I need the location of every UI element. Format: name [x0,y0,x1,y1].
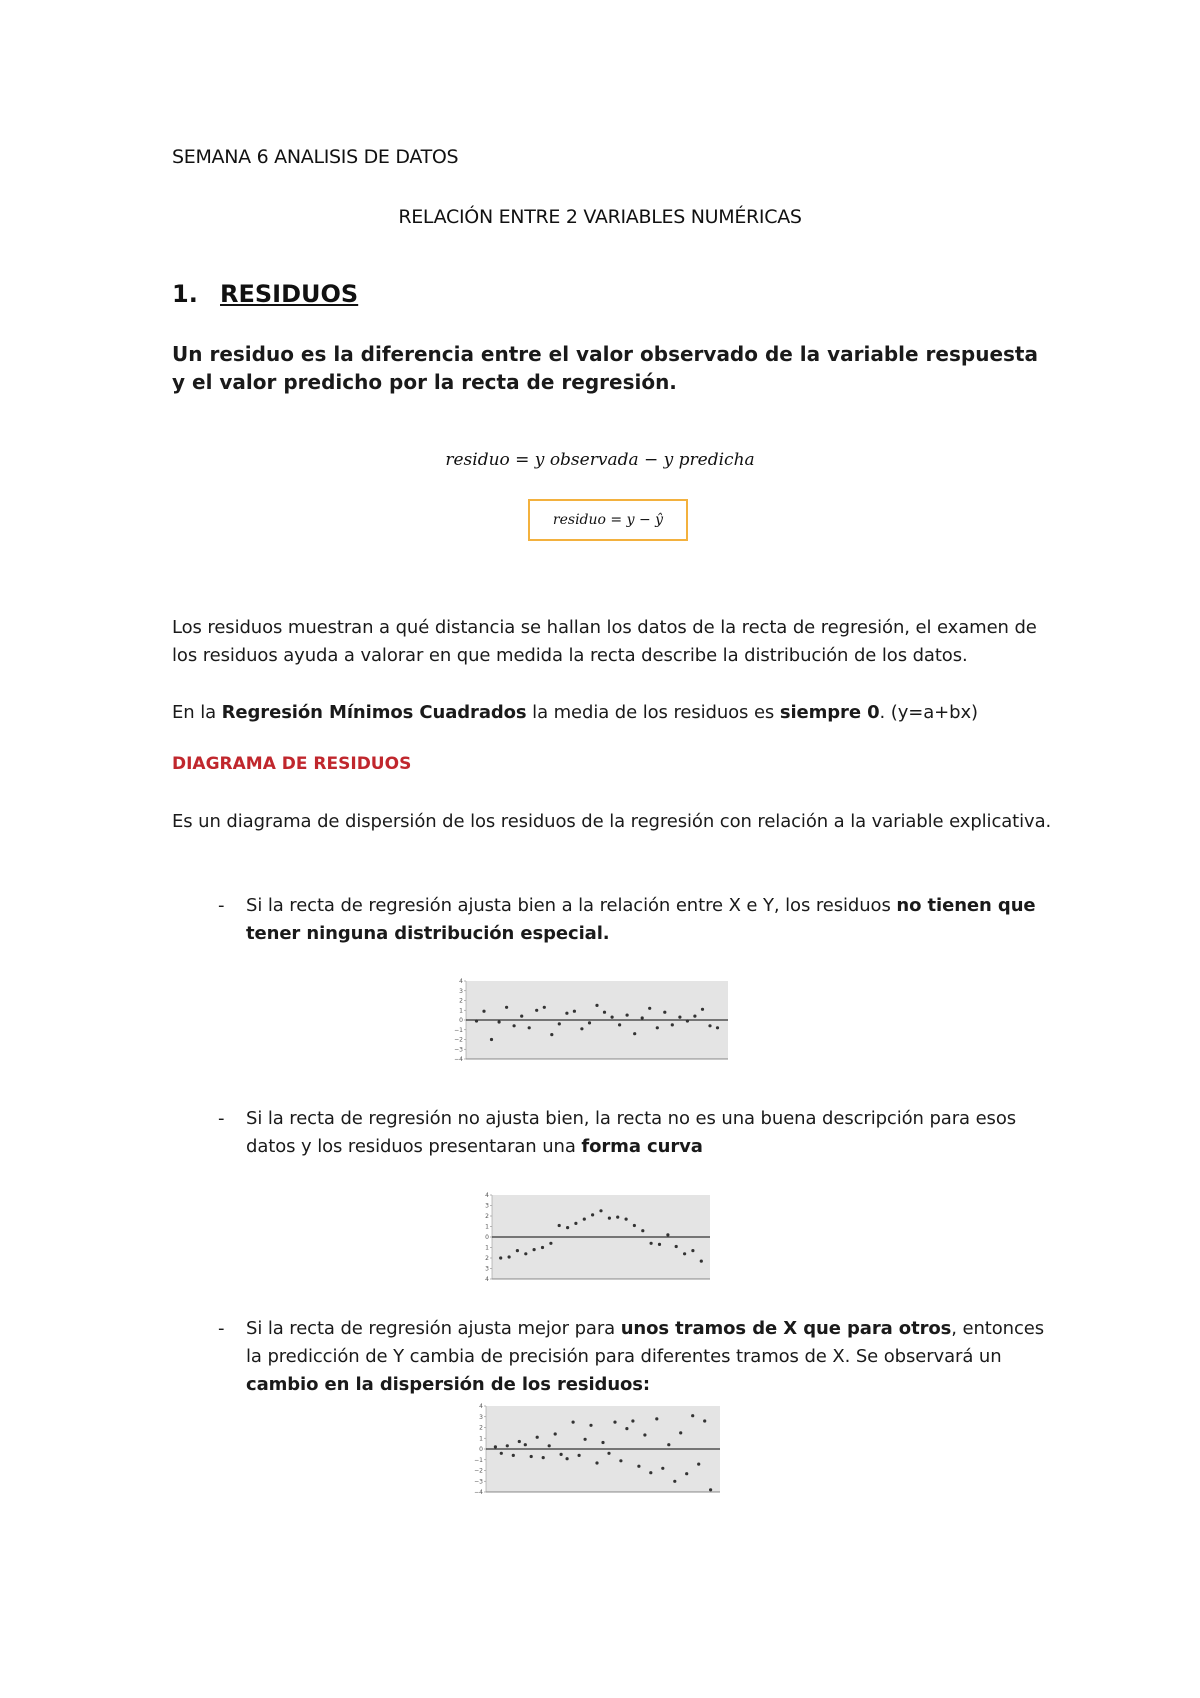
residual-point [516,1249,519,1252]
residual-point [686,1019,689,1022]
residual-point [661,1467,664,1470]
residual-point [554,1432,557,1435]
bullet-text-bold: forma curva [581,1136,703,1157]
residual-point [701,1008,704,1011]
residual-point [619,1459,622,1462]
definition-text-end: es la diferencia entre el valor observado de la variable respuesta y el valor predicho por la recta de regresión. [172,342,1038,394]
y-tick-label: −3 [454,1046,463,1054]
bullet-item-varying-fit [172,1315,1052,1399]
residual-point [703,1419,706,1422]
residual-point [595,1004,598,1007]
residual-point [643,1433,646,1436]
residual-point [508,1255,511,1258]
least-squares-note [172,699,1072,727]
residual-point [520,1015,523,1018]
residual-point [716,1026,719,1029]
residual-point [572,1421,575,1424]
bullet-text [246,892,1052,948]
bullet-text [246,1105,1052,1161]
residual-point [524,1443,527,1446]
residual-point [700,1260,703,1263]
bullet-text-bold: cambio en la dispersión de los residuos: [246,1374,651,1395]
ls-note-part-1: En la [172,702,222,723]
y-tick-label: −4 [454,1056,463,1063]
residual-point [530,1455,533,1458]
bullet-item-good-fit [172,892,1052,948]
y-tick-label: 3 [485,1202,489,1210]
residual-point [541,1246,544,1249]
residual-plot-random [446,975,732,1067]
y-tick-label: 4 [485,1276,489,1283]
bullet-text-part: Si la recta de regresión ajusta bien a la relación entre X e Y, los residuos [246,895,897,916]
residual-point [673,1480,676,1483]
residual-point [566,1226,569,1229]
section-number: 1. [172,280,198,308]
residual-point [599,1209,602,1212]
residual-point [626,1014,629,1017]
bullet-dash: - [218,1318,225,1339]
residual-point [549,1242,552,1245]
ls-note-part-2: la media de los residuos es [526,702,780,723]
residual-point [565,1012,568,1015]
residual-point [709,1488,712,1491]
y-tick-label: −3 [474,1478,483,1486]
residual-point [482,1010,485,1013]
bullet-text-part: Si la recta de regresión ajusta mejor para [246,1318,621,1339]
residual-point [683,1252,686,1255]
y-tick-label: −2 [454,1036,463,1044]
residual-point [691,1249,694,1252]
residual-point [550,1033,553,1036]
residual-point [685,1472,688,1475]
y-tick-label: 3 [485,1265,489,1273]
y-tick-label: −1 [454,1026,463,1034]
document-title: RELACIÓN ENTRE 2 VARIABLES NUMÉRICAS [398,206,802,228]
residual-point [679,1431,682,1434]
residual-point [583,1218,586,1221]
residual-point [641,1016,644,1019]
y-tick-label: 3 [479,1413,483,1421]
residual-point [574,1222,577,1225]
residual-point [595,1461,598,1464]
bullet-text [246,1315,1052,1399]
residual-point [566,1457,569,1460]
residual-point [528,1026,531,1029]
residual-point [637,1465,640,1468]
residual-point [649,1471,652,1474]
definition-text-start: Un [172,342,210,366]
residual-point [513,1024,516,1027]
residual-point [518,1440,521,1443]
residual-point [656,1026,659,1029]
residual-point [601,1441,604,1444]
residual-point [542,1456,545,1459]
residual-plot-fan [460,1400,726,1520]
y-tick-label: 3 [459,987,463,995]
ls-note-part-3: . (y=a+bx) [879,702,978,723]
residual-point [666,1233,669,1236]
residual-point [558,1224,561,1227]
residual-point [475,1019,478,1022]
residual-point [506,1444,509,1447]
residual-point [613,1421,616,1424]
bullet-text-bold: no tienen que tener ninguna distribución especial. [246,895,1036,944]
residual-formula-box [528,499,688,541]
residual-point [648,1007,651,1010]
bullet-dash: - [218,895,225,916]
residual-point [589,1424,592,1427]
bullet-text-part: Si la recta de regresión no ajusta bien, la recta no es una buena descripción para esos datos y los residuos presentaran una [246,1108,1017,1157]
residual-point [608,1217,611,1220]
y-tick-label: −4 [474,1489,483,1496]
residuals-explanation: Los residuos muestran a qué distancia se hallan los datos de la recta de regresión, el examen de los residuos ayuda a valorar en que medida la recta describe la distribución de los datos. [172,617,1037,666]
residual-point [691,1414,694,1417]
residual-point [499,1256,502,1259]
y-tick-label: 1 [485,1244,489,1252]
residual-point [584,1438,587,1441]
y-tick-label: −2 [474,1467,483,1475]
residual-point [558,1022,561,1025]
residual-formula-symbols: residuo = y − ŷ [552,512,664,528]
residual-point [667,1443,670,1446]
residual-point [658,1243,661,1246]
y-tick-label: −1 [474,1456,483,1464]
residual-point [631,1419,634,1422]
residual-point [498,1020,501,1023]
y-tick-label: 0 [459,1017,463,1024]
residual-point [573,1010,576,1013]
residual-point [524,1252,527,1255]
y-tick-label: 4 [485,1192,489,1199]
residual-point [588,1021,591,1024]
residual-point [543,1006,546,1009]
residual-point [578,1454,581,1457]
section-heading [172,280,358,308]
residual-point [697,1463,700,1466]
residual-point [693,1015,696,1018]
residual-point [490,1038,493,1041]
y-tick-label: 4 [479,1403,483,1410]
residual-definition [172,340,1052,396]
residual-point [641,1229,644,1232]
residual-point [625,1427,628,1430]
residual-point [671,1023,674,1026]
y-tick-label: 4 [459,978,463,985]
residual-point [533,1248,536,1251]
residual-point [494,1445,497,1448]
residual-point [618,1023,621,1026]
bullet-text-part: , entonces la predicción de Y cambia de precisión para diferentes tramos de X. Se observará un [246,1318,1045,1367]
bullet-dash: - [218,1108,225,1129]
y-tick-label: 2 [459,997,463,1005]
residual-point [633,1032,636,1035]
diagram-heading: DIAGRAMA DE RESIDUOS [172,754,412,774]
residual-point [675,1245,678,1248]
week-title: SEMANA 6 ANALISIS DE DATOS [172,146,459,168]
y-tick-label: 0 [479,1446,483,1453]
bullet-item-bad-fit [172,1105,1052,1161]
section-title: RESIDUOS [220,280,359,308]
residual-point [625,1218,628,1221]
y-tick-label: 2 [485,1255,489,1262]
diagram-description: Es un diagrama de dispersión de los residuos de la regresión con relación a la variable explicativa. [172,811,1052,832]
residual-point [633,1224,636,1227]
bullet-text-bold: unos tramos de X que para otros [620,1318,952,1339]
residual-point [505,1006,508,1009]
residual-point [512,1454,515,1457]
residual-point [580,1027,583,1030]
residual-formula-words: residuo = y observada − y predicha [445,450,755,470]
residual-point [616,1216,619,1219]
residual-point [655,1417,658,1420]
y-tick-label: 1 [479,1435,483,1443]
residual-point [708,1024,711,1027]
residual-point [603,1011,606,1014]
residual-point [678,1016,681,1019]
residual-point [663,1011,666,1014]
residual-plot-curved [470,1189,714,1285]
residual-point [607,1452,610,1455]
residual-point [591,1213,594,1216]
y-tick-label: 1 [485,1223,489,1231]
residual-point [650,1242,653,1245]
residual-point [548,1444,551,1447]
residual-point [560,1453,563,1456]
ls-note-bold-2: siempre 0 [779,702,880,723]
y-tick-label: 2 [479,1424,483,1432]
y-tick-label: 0 [485,1234,489,1241]
y-tick-label: 1 [459,1007,463,1015]
ls-note-bold-1: Regresión Mínimos Cuadrados [221,702,527,723]
residual-point [611,1016,614,1019]
residual-point [536,1436,539,1439]
y-tick-label: 2 [485,1213,489,1220]
definition-term: residuo [209,342,294,366]
residual-point [535,1009,538,1012]
residual-point [500,1452,503,1455]
